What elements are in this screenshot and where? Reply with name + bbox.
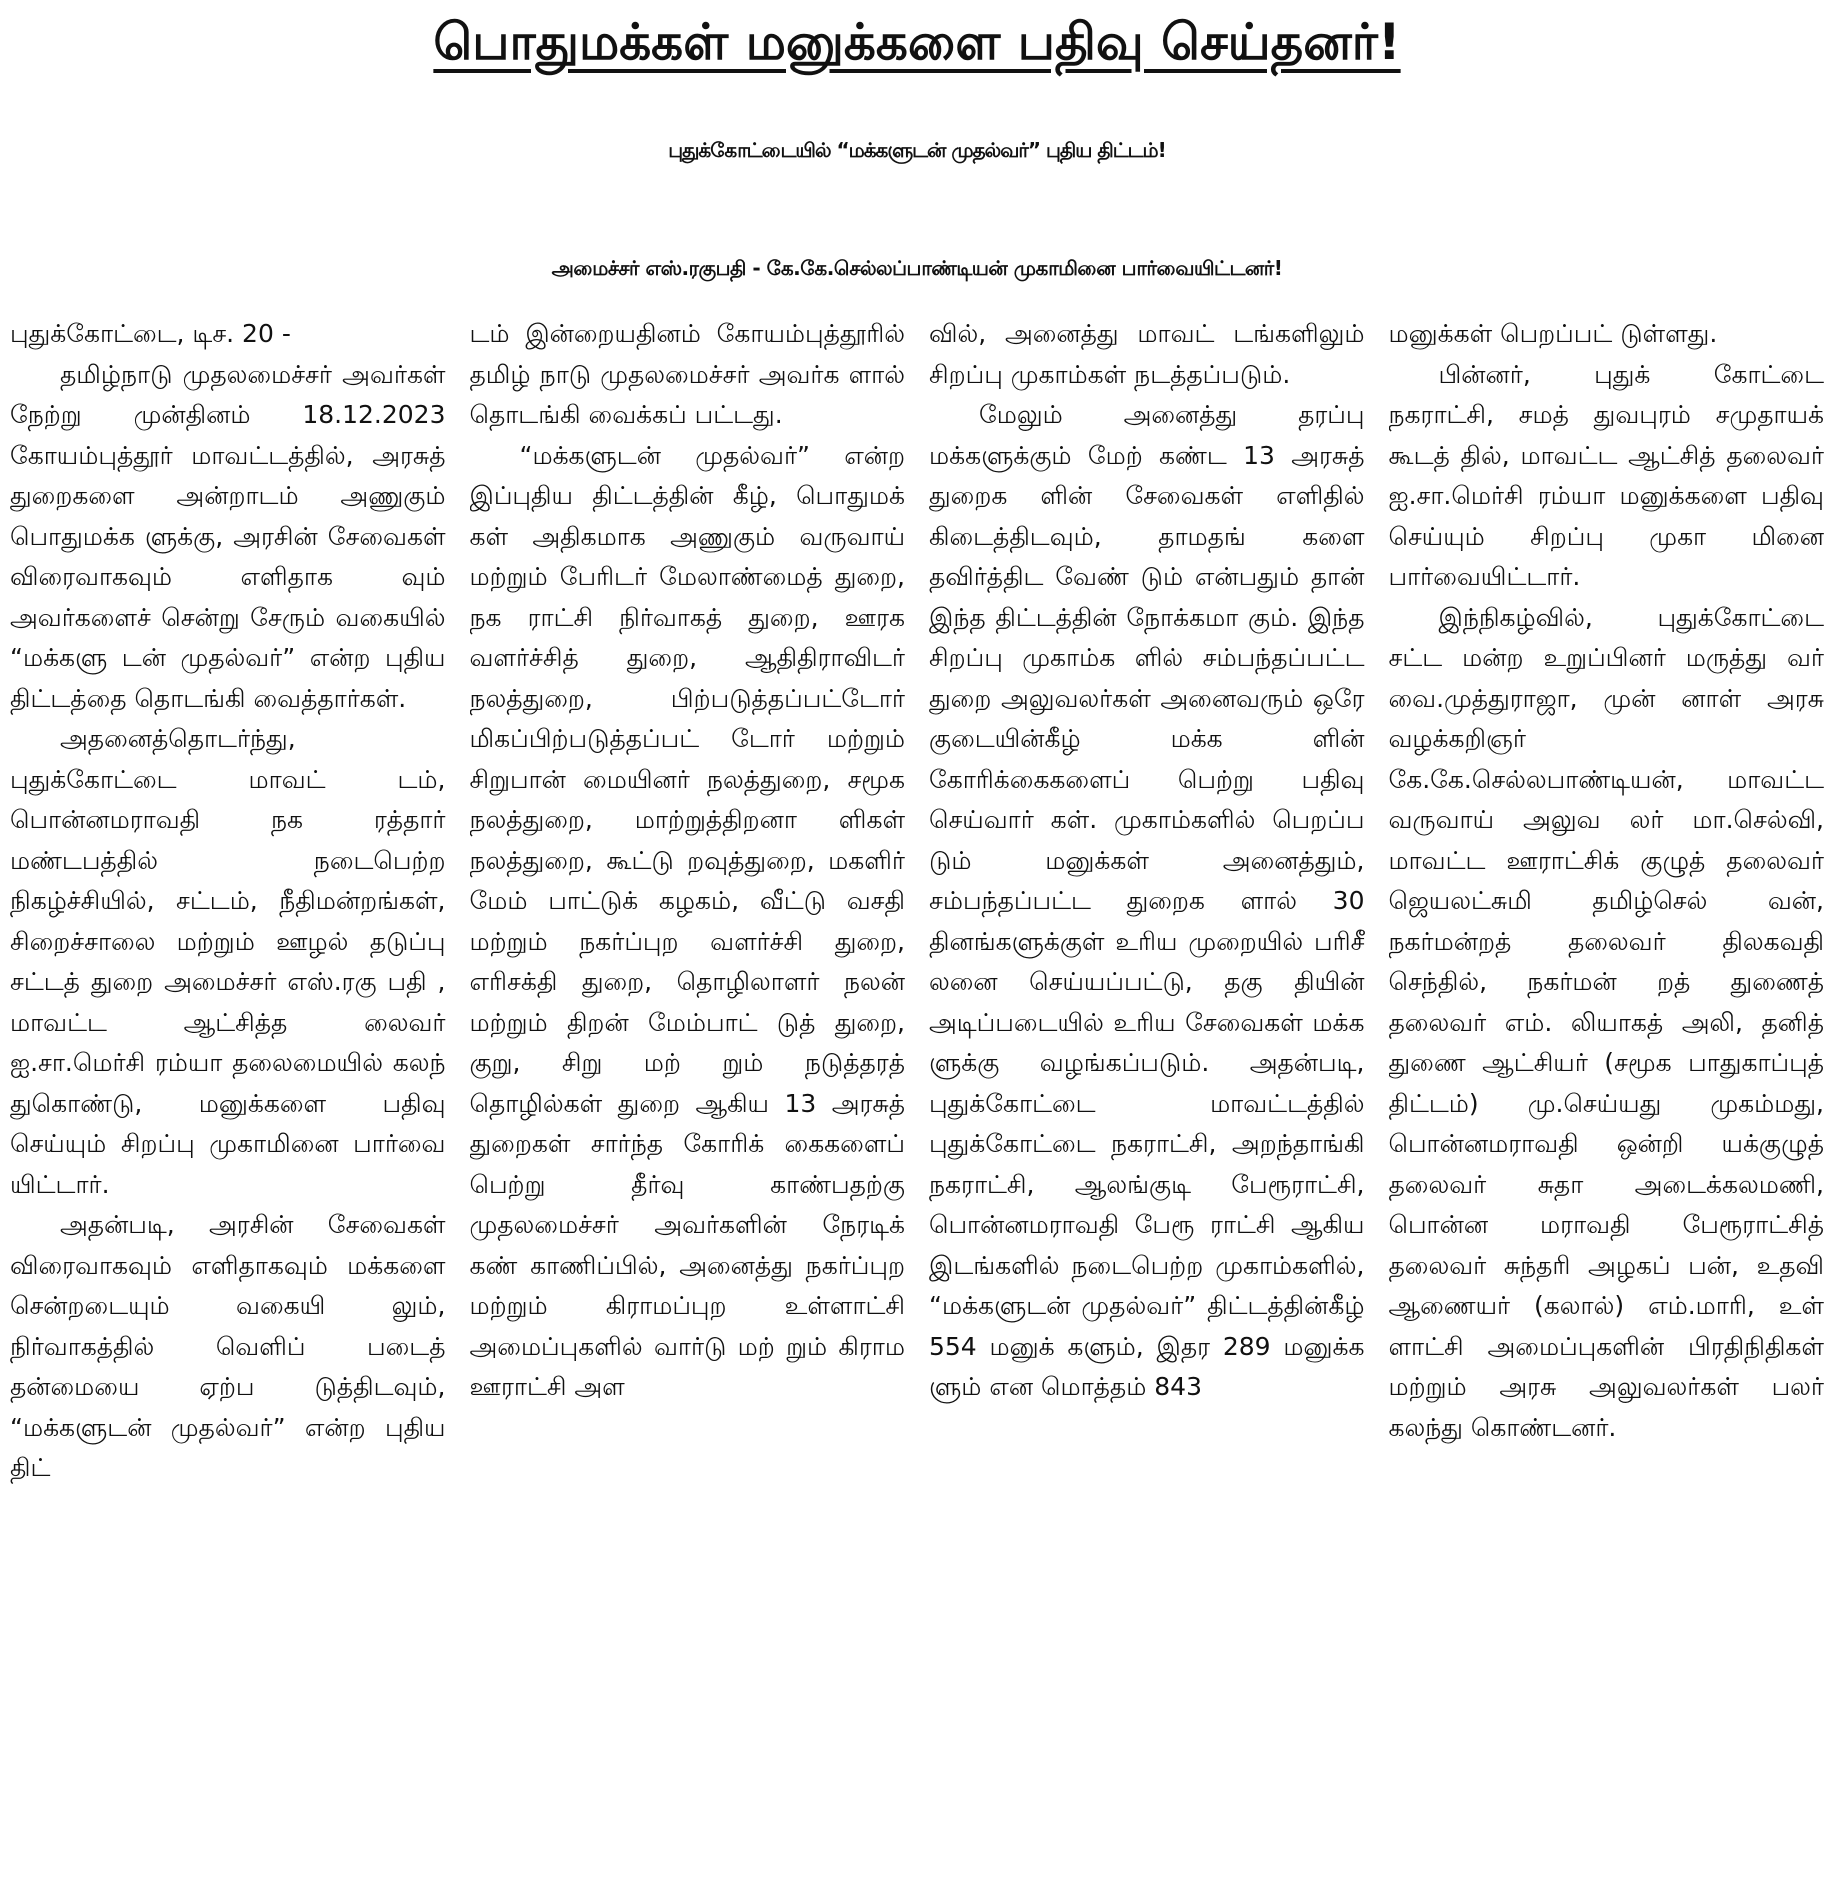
- paragraph: தமிழ்நாடு முதலமைச்சர் அவர்கள் நேற்று முன்தினம் 18.12.2023 கோயம்புத்தூர் மாவட்டத்தில், அரசுத் துறைகளை அன்றாடம் அணுகும் பொதுமக்க ளுக்கு, அரசின் சேவைகள் விரைவாகவும் எளிதாக வும் அவர்களைச் சென்று சேரும் வகையில் “மக்களு டன் முதல்வர்” என்ற புதிய திட்டத்தை தொடங்கி வைத்தார்கள்.: [10, 359, 446, 713]
- kicker-line: [10, 8, 1824, 80]
- paragraph: “மக்களுடன் முதல்வர்” என்ற இப்புதிய திட்டத்தின் கீழ், பொதுமக் கள் அதிகமாக அணுகும் வருவாய் மற்றும் பேரிடர் மேலாண்மைத் துறை, நக ராட்சி நிர்வாகத் துறை, ஊரக வளர்ச்சித் துறை, ஆதிதிராவிடர் நலத்துறை, பிற்படுத்தப்பட்டோர் மிகப்பிற்படுத்தப்பட் டோர் மற்றும் சிறுபான் மையினர் நலத்துறை, சமூக நலத்துறை, மாற்றுத்திறனா ளிகள் நலத்துறை, கூட்டு றவுத்துறை, மகளிர் மேம் பாட்டுக் கழகம், வீட்டு வசதி மற்றும் நகர்ப்புற வளர்ச்சி துறை, எரிசக்தி துறை, தொழிலாளர் நலன் மற்றும் திறன் மேம்பாட் டுத் துறை, குறு, சிறு மற் றும் நடுத்தரத் தொழில்கள் துறை ஆகிய 13 அரசுத் துறைகள் சார்ந்த கோரிக் கைகளைப் பெற்று தீர்வு காண்பதற்கு முதலமைச்சர் அவர்களின் நேரடிக் கண் காணிப்பில், அனைத்து நகர்ப்புற மற்றும் கிராமப்புற உள்ளாட்சி அமைப்புகளில் வார்டு மற் றும் கிராம ஊராட்சி அள: [469, 440, 905, 1401]
- paragraph: டம் இன்றையதினம் கோயம்புத்தூரில் தமிழ் நாடு முதலமைச்சர் அவர்க ளால் தொடங்கி வைக்கப் பட்டது.: [469, 319, 905, 429]
- article-column-2: [470, 314, 906, 1874]
- paragraph: அதனைத்தொடர்ந்து, புதுக்கோட்டை மாவட் டம், பொன்னமராவதி நக ரத்தார் மண்டபத்தில் நடைபெற்ற நிகழ்ச்சியில், சட்டம், நீதிமன்றங்கள், சிறைச்சாலை மற்றும் ஊழல் தடுப்பு சட்டத் துறை அமைச்சர் எஸ்.ரகு பதி , மாவட்ட ஆட்சித்த லைவர் ஐ.சா.மெர்சி ரம்யா தலைமையில் கலந் துகொண்டு, மனுக்களை பதிவு செய்யும் சிறப்பு முகாமினை பார்வை யிட்டார்.: [10, 724, 446, 1199]
- paragraph: மேலும் அனைத்து தரப்பு மக்களுக்கும் மேற் கண்ட 13 அரசுத் துறைக ளின் சேவைகள் எளிதில் கிடைத்திடவும், தாமதங் களை தவிர்த்திட வேண் டும் என்பதும் தான் இந்த திட்டத்தின் நோக்கமா கும். இந்த சிறப்பு முகாம்க ளில் சம்பந்தப்பட்ட துறை அலுவலர்கள் அனைவரும் ஒரே குடையின்கீழ் மக்க ளின் கோரிக்கைகளைப் பெற்று பதிவு செய்வார் கள். முகாம்களில் பெறப்ப டும் மனுக்கள் அனைத்தும், சம்பந்தப்பட்ட துறைக ளால் 30 தினங்களுக்குள் உரிய முறையில் பரிசீ லனை செய்யப்பட்டு, தகு தியின் அடிப்படையில் உரிய சேவைகள் மக்க ளுக்கு வழங்கப்படும். அதன்படி, புதுக்கோட்டை மாவட்டத்தில் புதுக்கோட்டை நகராட்சி, அறந்தாங்கி நகராட்சி, ஆலங்குடி பேரூராட்சி, பொன்னமராவதி பேரூ ராட்சி ஆகிய இடங்களில் நடைபெற்ற முகாம்களில், “மக்களுடன் முதல்வர்” திட்டத்தின்கீழ் 554 மனுக் களும், இதர 289 மனுக்க ளும் என மொத்தம் 843: [929, 400, 1365, 1401]
- paragraph: அதன்படி, அரசின் சேவைகள் விரைவாகவும் எளிதாகவும் மக்களை சென்றடையும் வகையி லும், நிர்வாகத்தில் வெளிப் படைத் தன்மையை ஏற்ப டுத்திடவும், “மக்களுடன் முதல்வர்” என்ற புதிய திட்: [10, 1210, 446, 1482]
- paragraph: மனுக்கள் பெறப்பட் டுள்ளது.: [1388, 319, 1718, 348]
- article-column-1: [10, 314, 446, 1874]
- article-column-3: [929, 314, 1365, 1874]
- paragraph: இந்நிகழ்வில், புதுக்கோட்டை சட்ட மன்ற உறுப்பினர் மருத்து வர் வை.முத்துராஜா, முன் னாள் அரசு வழக்கறிஞர் கே.கே.செல்லபாண்டியன், மாவட்ட வருவாய் அலுவ லர் மா.செல்வி, மாவட்ட ஊராட்சிக் குழுத் தலைவர் ஜெயலட்சுமி தமிழ்செல் வன், நகர்மன்றத் தலைவர் திலகவதி செந்தில், நகர்மன் றத் துணைத் தலைவர் எம். லியாகத் அலி, தனித் துணை ஆட்சியர் (சமூக பாதுகாப்புத் திட்டம்) மு.செய்யது முகம்மது, பொன்னமராவதி ஒன்றி யக்குழுத் தலைவர் சுதா அடைக்கலமணி, பொன்ன மராவதி பேரூராட்சித் தலைவர் சுந்தரி அழகப் பன், உதவி ஆணையர் (கலால்) எம்.மாரி, உள் ளாட்சி அமைப்புகளின் பிரதிநிதிகள் மற்றும் அரசு அலுவலர்கள் பலர் கலந்து கொண்டனர்.: [1388, 602, 1824, 1442]
- article-column-4: [1389, 314, 1825, 1874]
- subheadline: அமைச்சர் எஸ்.ரகுபதி - கே.கே.செல்லப்பாண்டியன் முகாமினை பார்வையிட்டனர்!: [551, 256, 1283, 280]
- kicker-text: பொதுமக்கள் மனுக்களை பதிவு செய்தனர்!: [433, 13, 1401, 71]
- headline: புதுக்கோட்டையில் “மக்களுடன் முதல்வர்” புதிய திட்டம்!: [668, 138, 1166, 162]
- article-columns: [10, 314, 1824, 1874]
- dateline: புதுக்கோட்டை, டிச. 20 -: [10, 319, 291, 348]
- paragraph: பின்னர், புதுக் கோட்டை நகராட்சி, சமத் துவபுரம் சமுதாயக் கூடத் தில், மாவட்ட ஆட்சித் தலைவர் ஐ.சா.மெர்சி ரம்யா மனுக்களை பதிவு செய்யும் சிறப்பு முகா மினை பார்வையிட்டார்.: [1388, 359, 1824, 591]
- paragraph: வில், அனைத்து மாவட் டங்களிலும் சிறப்பு முகாம்கள் நடத்தப்படும்.: [929, 319, 1365, 389]
